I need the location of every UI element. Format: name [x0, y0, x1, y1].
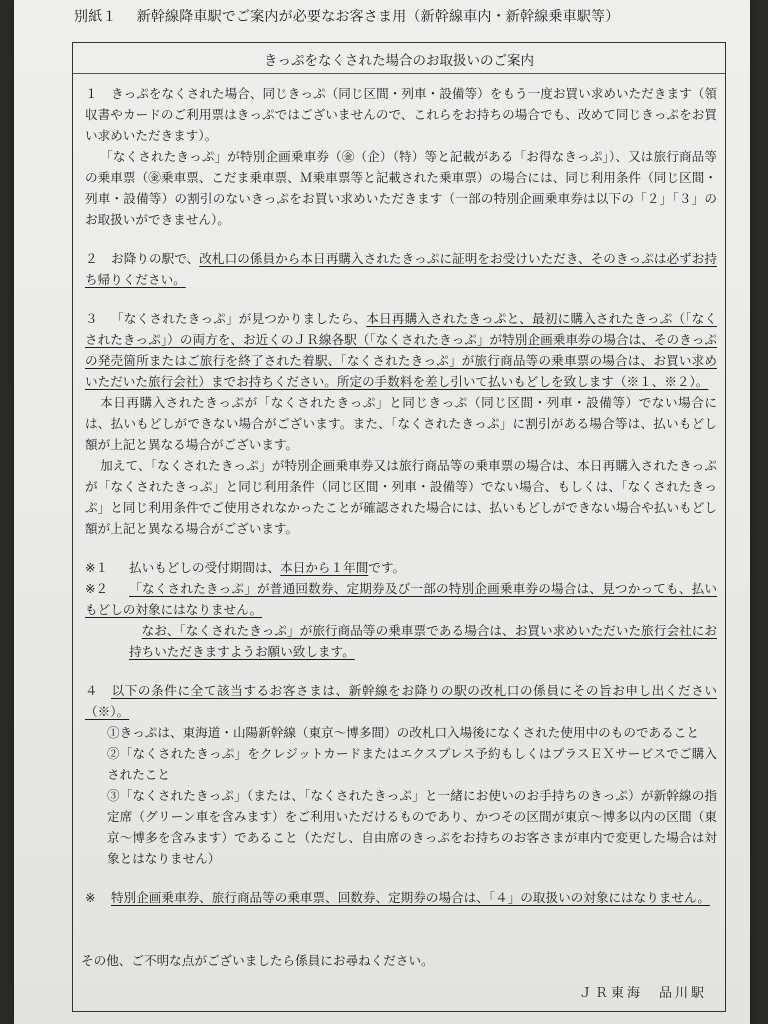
- section-3-para-2: 本日再購入されたきっぷが「なくされたきっぷ」と同じきっぷ（同じ区間・列車・設備等）でない場合には、払いもどしができない場合がございます。また、「なくされたきっぷ」に割引がある場合等は、払いもどし額が上記と異なる場合がございます。: [85, 395, 718, 452]
- note-2: [85, 578, 717, 620]
- section-1: [85, 83, 717, 146]
- section-3: [85, 308, 717, 392]
- title-divider: [73, 73, 725, 74]
- section-2-number: ２: [85, 251, 98, 266]
- note-2-para-2: なお、「なくされたきっぷ」が旅行商品等の乗車票である場合は、お買い求めいただいた旅行会社にお持ちいただきますようお願い致します。: [129, 623, 717, 659]
- section-2-intro: お降りの駅で、: [111, 251, 200, 266]
- section-4-underlined: 以下の条件に全て該当するお客さまは、新幹線をお降りの駅の改札口の係員にその旨お申し出ください（※）。: [85, 683, 717, 719]
- notice-body: [85, 83, 717, 908]
- section-3-underlined: 本日再購入されたきっぷと、最初に購入されたきっぷ（「なくされたきっぷ」）の両方を、お近くのＪＲ線各駅（「なくされたきっぷ」が特別企画乗車券の場合は、そのきっぷの発売箇所またはご旅行を終了された着駅、「なくされたきっぷ」が旅行商品等の乗車票の場合は、お買い求めいただいた旅行会社）までお持ちください。所定の手数料を差し引いて払いもどしを致します（※１、※２）。: [85, 311, 718, 389]
- attachment-label: 別紙１: [74, 9, 117, 25]
- section-1-para-1: きっぷをなくされた場合、同じきっぷ（同じ区間・列車・設備等）をもう一度お買い求めいただきます（領収書やカードのご利用票はきっぷではございませんので、これらをお持ちの場合でも、改めて同じきっぷをお買い求めいただきます）。: [85, 86, 717, 143]
- note-1-end: です。: [368, 560, 406, 575]
- header-text: 新幹線降車駅でご案内が必要なお客さま用（新幹線車内・新幹線乗車駅等）: [136, 9, 620, 25]
- note-1-intro: 払いもどしの受付期間は、: [129, 560, 281, 575]
- condition-2: ②「なくされたきっぷ」をクレジットカードまたはエクスプレス予約もしくはプラスＥＸサービスでご購入されたこと: [107, 746, 717, 782]
- note-1-mark: ※１: [85, 560, 109, 575]
- spacer: [85, 290, 717, 308]
- note-section-4-underlined: 特別企画乗車券、旅行商品等の乗車票、回数券、定期券の場合は、「４」の取扱いの対象にはなりません。: [111, 890, 710, 905]
- section-2-underlined: 改札口の係員から本日再購入されたきっぷに証明をお受けいただき、そのきっぷは必ずお持ち帰りください。: [85, 251, 717, 287]
- spacer: [85, 662, 717, 680]
- notice-frame: [72, 42, 726, 1012]
- spacer: [85, 230, 717, 248]
- section-3-para-3: 加えて、「なくされたきっぷ」が特別企画乗車券又は旅行商品等の乗車票の場合は、本日再購入されたきっぷが「なくされたきっぷ」と同じ利用条件（同じ区間・列車・設備等）でない場合、もしくは、「なくされたきっぷ」と同じ利用条件でご使用されなかったことが確認された場合には、払いもどしができない場合や払いもどし額が上記と異なる場合がございます。: [85, 458, 717, 536]
- station-signature: ＪＲ東海 品川駅: [578, 986, 707, 1001]
- section-1-number: １: [85, 86, 98, 101]
- section-4: [85, 680, 717, 722]
- spacer: [85, 869, 717, 887]
- condition-1: ①きっぷは、東海道・山陽新幹線（東京～博多間）の改札口入場後になくされた使用中のものであること: [107, 725, 699, 740]
- note-section-4-mark: ※: [85, 890, 96, 905]
- note-1: [85, 557, 717, 578]
- section-1-para-2: 「なくされたきっぷ」が特別企画乗車券（㊎（企）（特）等と記載がある「お得なきっぷ」）、又は旅行商品等の乗車票（㊎乗車票、こだま乗車票、Ｍ乗車票等と記載された乗車票）の場合には、同じ利用条件（同じ区間・列車・設備等）の割引のないきっぷをお買い求めいただきます（一部の特別企画乗車券は以下の「２」「３」のお取扱いができません）。: [85, 149, 717, 227]
- section-2: [85, 248, 717, 290]
- section-4-number: ４: [85, 683, 98, 698]
- note-section-4: [85, 887, 717, 908]
- note-2-underlined: 「なくされたきっぷ」が普通回数券、定期券及び一部の特別企画乗車券の場合は、見つかっても、払いもどしの対象にはなりません。: [85, 581, 718, 617]
- condition-3: ③「なくされたきっぷ」（または、「なくされたきっぷ」と一緒にお使いのお手持ちのきっぷ）が新幹線の指定席（グリーン車を含みます）をご利用いただけるものであり、かつその区間が東京～博多以内の区間（東京～博多を含みます）であること（ただし、自由席のきっぷをお持ちのお客さまが車内で変更した場合は対象とはなりません）: [107, 788, 717, 866]
- note-2-mark: ※２: [85, 581, 109, 596]
- document-sheet: [14, 0, 750, 1024]
- notice-title: きっぷをなくされた場合のお取扱いのご案内: [264, 53, 534, 69]
- document-header: [74, 8, 734, 26]
- note-1-underlined: 本日から１年間: [280, 560, 369, 575]
- section-3-number: ３: [85, 311, 98, 326]
- spacer: [85, 539, 717, 557]
- closing-text: その他、ご不明な点がございましたら係員にお尋ねください。: [81, 953, 434, 968]
- section-3-intro: 「なくされたきっぷ」が見つかりましたら、: [111, 311, 367, 326]
